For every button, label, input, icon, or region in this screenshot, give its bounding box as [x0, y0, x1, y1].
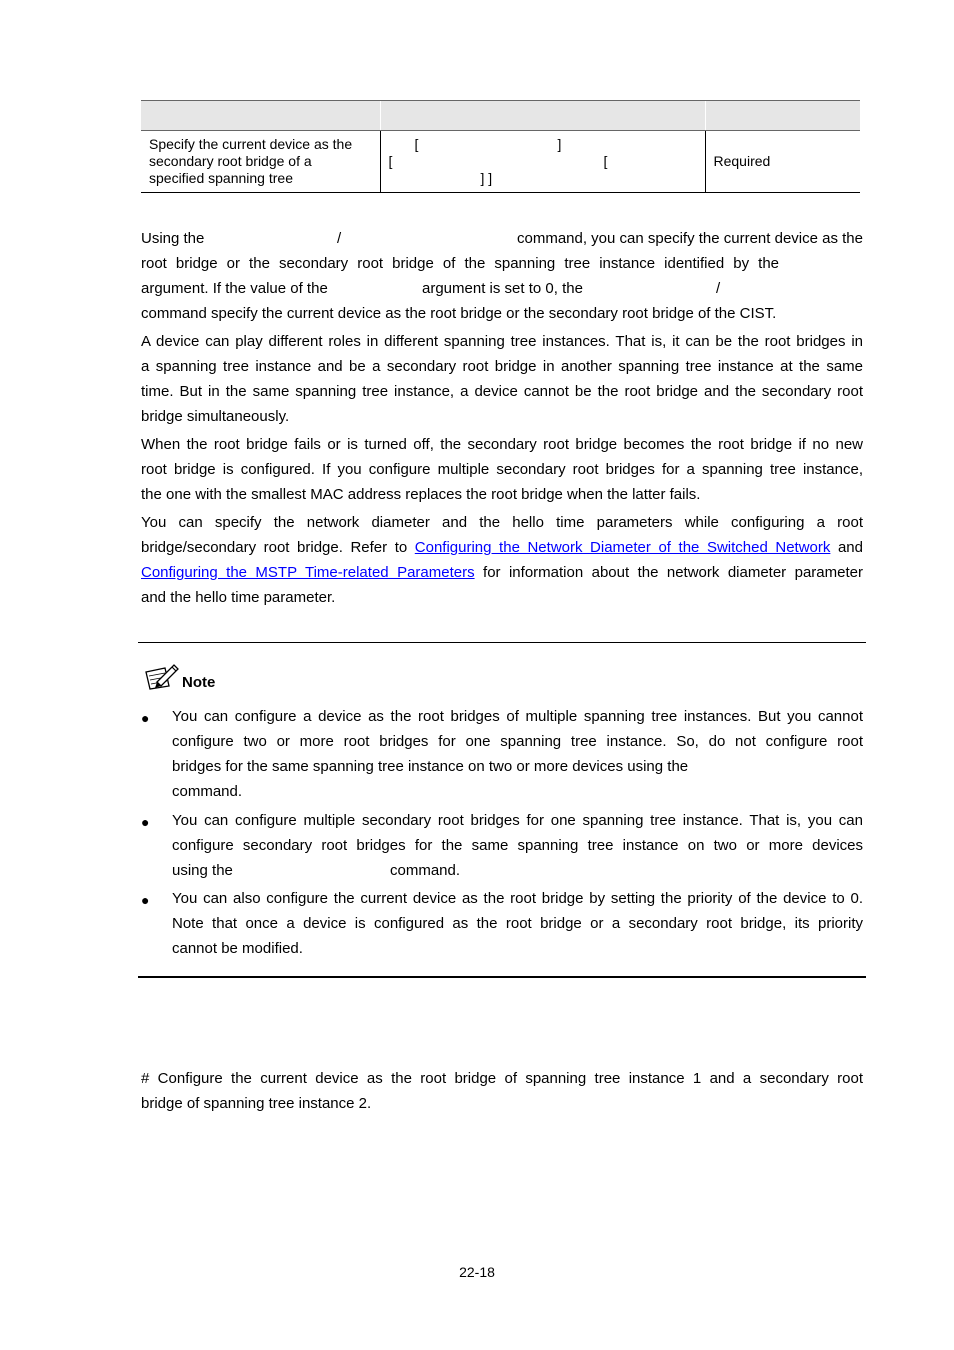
text-line: configure secondary root bridges for the same spanning tree instance on two or more devices [172, 837, 863, 854]
command-line [389, 170, 697, 187]
bracket: [ [388, 153, 393, 169]
bullet-icon: ● [141, 814, 150, 830]
paragraph-root-bridge-command [141, 226, 863, 326]
text-line [141, 301, 863, 326]
text-line: a spanning tree instance and be a secondary root bridge in another spanning tree instance at the same [141, 358, 863, 375]
operation-line: specified spanning tree [149, 170, 293, 186]
text-line: bridge simultaneously. [141, 408, 290, 425]
text-fragment: bridge/secondary root bridge. Refer to [141, 539, 408, 556]
command-line [389, 136, 697, 153]
text-line [141, 276, 863, 301]
text-line: You can configure a device as the root bridges of multiple spanning tree instances. But you cannot [172, 708, 863, 725]
text-fragment: / [337, 230, 342, 247]
text-line [141, 535, 863, 560]
cell-remarks: Required [705, 131, 860, 193]
paragraph-network-diameter [141, 510, 863, 610]
text-fragment: command, you can specify the current device as the [516, 230, 863, 247]
table-header-row [141, 101, 860, 131]
text-line: bridge of spanning tree instance 2. [141, 1095, 372, 1112]
paragraph-example [141, 1066, 863, 1116]
note-bullet-2 [172, 808, 863, 883]
text-line: You can also configure the current device as the root bridge by setting the priority of the device to 0. [172, 890, 863, 907]
header-command [380, 101, 705, 131]
text-line: Note that once a device is configured as the root bridge or a secondary root bridge, its priority [172, 915, 863, 932]
text-fragment: / [716, 280, 721, 297]
text-line: configure two or more root bridges for one spanning tree instance. So, do not configure root [172, 733, 863, 750]
bracket: [ [414, 136, 419, 152]
text-line: You can specify the network diameter and the hello time parameters while configuring a root [141, 514, 863, 531]
text-line [172, 858, 863, 883]
cell-command [380, 131, 705, 193]
text-line [141, 251, 863, 276]
text-line: command. [172, 783, 243, 800]
header-remarks [705, 101, 860, 131]
note-top-rule [138, 642, 866, 643]
link-mstp-time-parameters[interactable]: Configuring the MSTP Time-related Parameters [141, 564, 475, 581]
table-row [141, 131, 860, 193]
paragraph-root-failover [141, 432, 863, 507]
operation-line: Specify the current device as the [149, 136, 353, 152]
note-bullet-1 [172, 704, 863, 804]
note-pencil-icon [143, 662, 179, 690]
text-line: root bridge is configured. If you configure multiple secondary root bridges for a spanning tree instance, [141, 461, 863, 478]
text-line: bridges for the same spanning tree instance on two or more devices using the [172, 758, 689, 775]
text-line: A device can play different roles in different spanning tree instances. That is, it can be the root bridges in [141, 333, 863, 350]
cell-operation [141, 131, 380, 193]
bracket: ] ] [480, 170, 493, 186]
text-line: the one with the smallest MAC address replaces the root bridge when the latter fails. [141, 486, 701, 503]
paragraph-device-roles [141, 329, 863, 429]
header-operation [141, 101, 380, 131]
text-line [141, 560, 863, 585]
text-fragment: argument is set to 0, the [422, 280, 583, 297]
text-fragment: and [837, 539, 863, 556]
note-bullet-3 [172, 886, 863, 961]
command-line [389, 153, 697, 170]
text-line: # Configure the current device as the root bridge of spanning tree instance 1 and a secondary root [141, 1070, 863, 1087]
operation-line: secondary root bridge of a [149, 153, 312, 169]
note-label: Note [182, 674, 216, 691]
bracket: ] [557, 136, 562, 152]
text-fragment: root bridge or the secondary root bridge of the spanning tree instance identified by the [141, 255, 779, 272]
text-fragment: argument. If the value of the [141, 280, 328, 297]
bullet-icon: ● [141, 710, 150, 726]
text-line: time. But in the same spanning tree instance, a device cannot be the root bridge and the secondary root [141, 383, 863, 400]
text-fragment: Using the [141, 230, 205, 247]
text-line: You can configure multiple secondary root bridges for one spanning tree instance. That is, you can [172, 812, 863, 829]
text-line: When the root bridge fails or is turned off, the secondary root bridge becomes the root bridge if no new [141, 436, 863, 453]
text-fragment: for information about the network diameter parameter [483, 564, 863, 581]
text-fragment: using the [172, 862, 233, 879]
text-fragment: command. [390, 862, 461, 879]
text-fragment: command specify the current device as the root bridge or the secondary root bridge of the CIST. [141, 305, 777, 322]
text-line: and the hello time parameter. [141, 589, 336, 606]
page-number: 22-18 [459, 1264, 495, 1280]
link-network-diameter[interactable]: Configuring the Network Diameter of the Switched Network [414, 539, 831, 556]
text-line [141, 226, 863, 251]
config-table [141, 100, 860, 193]
note-bottom-rule [138, 976, 866, 978]
bullet-icon: ● [141, 892, 150, 908]
text-line: cannot be modified. [172, 940, 303, 957]
bracket: [ [603, 153, 608, 169]
